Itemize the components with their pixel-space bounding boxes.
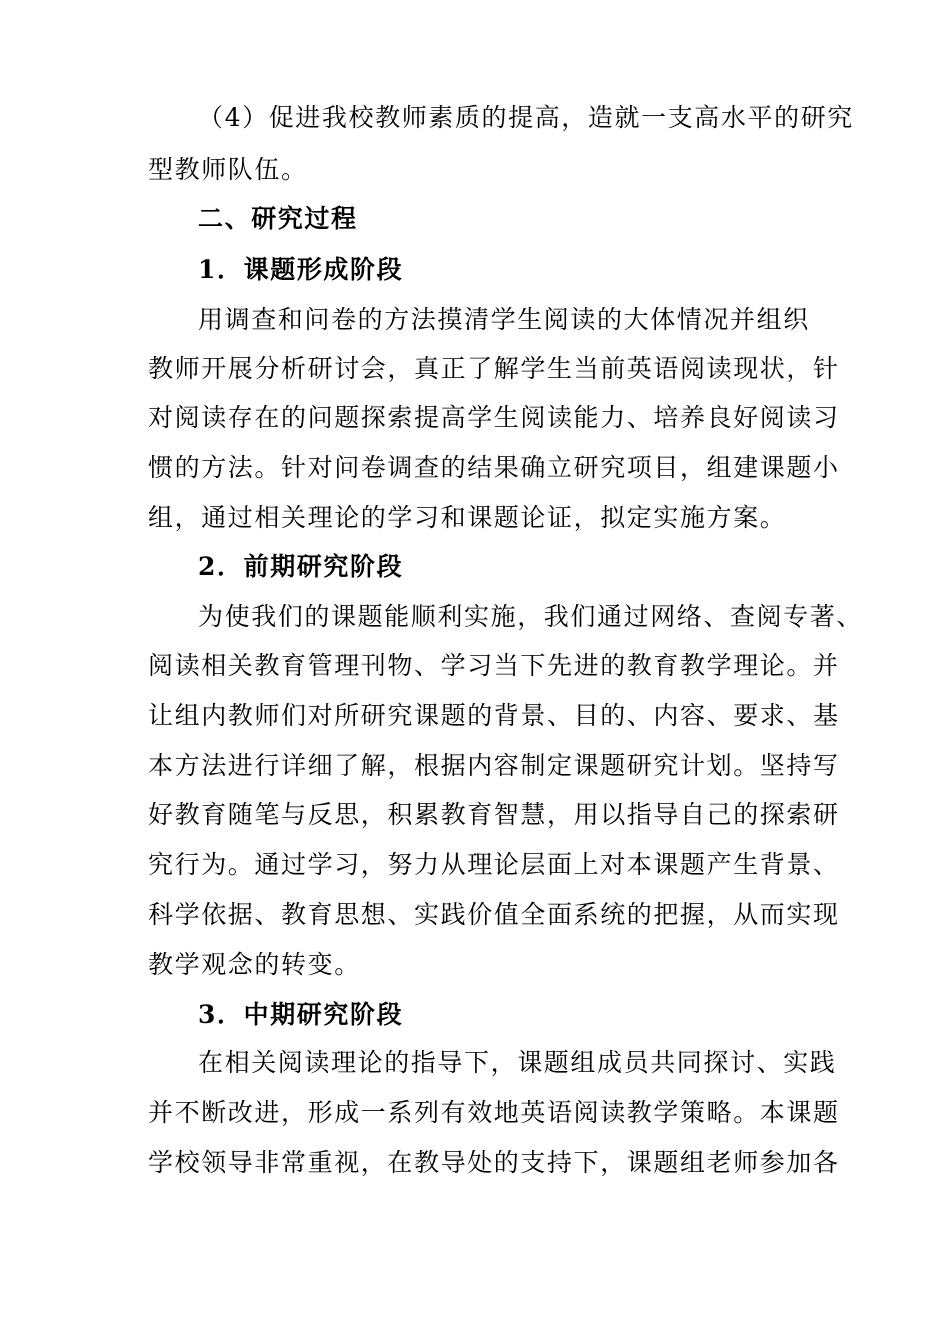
paragraph-goal-4-line-2: 型教师队伍。 — [148, 155, 308, 184]
paragraph-stage-1-line-3: 对阅读存在的问题探索提高学生阅读能力、培养良好阅读习 — [148, 403, 840, 432]
subheading-stage-3: 3．中期研究阶段 — [198, 1000, 404, 1029]
paragraph-stage-3-line-1: 在相关阅读理论的指导下，课题组成员共同探讨、实践 — [198, 1048, 837, 1077]
paragraph-stage-1-line-2: 教师开展分析研讨会，真正了解学生当前英语阅读现状，针 — [148, 354, 840, 383]
paragraph-stage-3-line-2: 并不断改进，形成一系列有效地英语阅读教学策略。本课题 — [148, 1098, 840, 1127]
subheading-stage-2: 2．前期研究阶段 — [198, 552, 404, 581]
paragraph-stage-2-line-1: 为使我们的课题能顺利实施，我们通过网络、查阅专著、 — [198, 602, 864, 631]
paragraph-goal-4-line-1: （4）促进我校教师素质的提高，造就一支高水平的研究 — [198, 103, 854, 132]
paragraph-stage-2-line-4: 本方法进行详细了解，根据内容制定课题研究计划。坚持写 — [148, 751, 840, 780]
paragraph-stage-2-line-6: 究行为。通过学习，努力从理论层面上对本课题产生背景、 — [148, 850, 840, 879]
paragraph-stage-2-line-2: 阅读相关教育管理刊物、学习当下先进的教育教学理论。并 — [148, 651, 840, 680]
paragraph-stage-1-line-5: 组，通过相关理论的学习和课题论证，拟定实施方案。 — [148, 503, 787, 532]
subheading-stage-1: 1．课题形成阶段 — [198, 255, 404, 284]
paragraph-stage-2-line-5: 好教育随笔与反思，积累教育智慧，用以指导自己的探索研 — [148, 800, 840, 829]
paragraph-stage-2-line-8: 教学观念的转变。 — [148, 950, 361, 979]
paragraph-stage-2-line-3: 让组内教师们对所研究课题的背景、目的、内容、要求、基 — [148, 701, 840, 730]
section-heading-research-process: 二、研究过程 — [198, 204, 358, 233]
paragraph-stage-1-line-1: 用调查和问卷的方法摸清学生阅读的大体情况并组织 — [198, 305, 810, 334]
paragraph-stage-3-line-3: 学校领导非常重视，在教导处的支持下，课题组老师参加各 — [148, 1148, 840, 1177]
paragraph-stage-1-line-4: 惯的方法。针对问卷调查的结果确立研究项目，组建课题小 — [148, 453, 840, 482]
paragraph-stage-2-line-7: 科学依据、教育思想、实践价值全面系统的把握，从而实现 — [148, 900, 840, 929]
